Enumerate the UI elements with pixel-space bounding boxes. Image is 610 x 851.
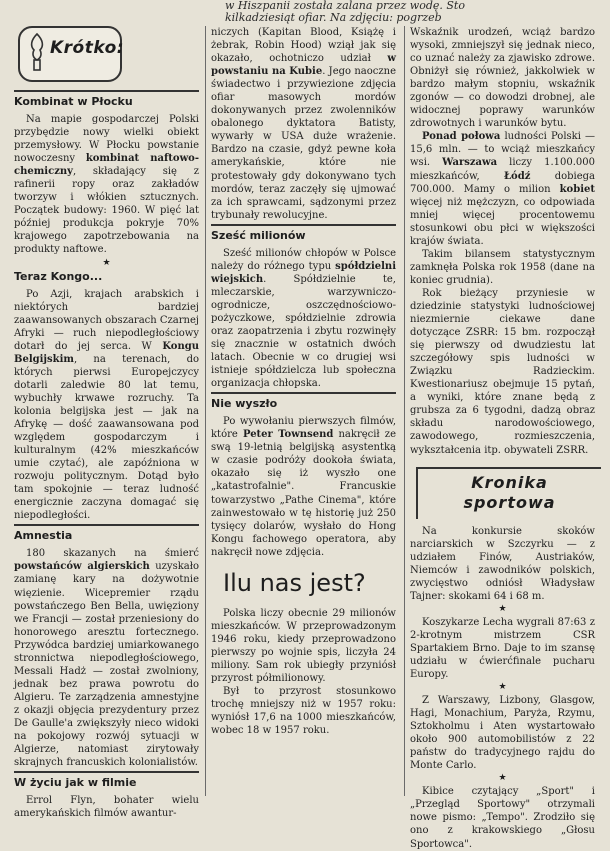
article-kongo: Po Azji, krajach arabskich i niektórych bardziej zaawansowanych obszarach Czarnej Afryki — ruch niepodległościowy dotarł do jej serca. W Kongu Belgijskim, na terenach, do których pierwsi Europejczycy dotarli zaledwie 80 lat temu, wybuchły krwawe rozruchy. Ta kolonia belgijska jest — jak na Afrykę — dość zaawansowana pod względem gospodarczym i kulturalnym (42% mieszkańców umie czytać), ale zapóźniona w rozwoju politycznym. Dotąd było tam spokojnie — teraz ludność energicznie zaczyna domagać się niepodległości. [14, 288, 200, 522]
article-film: Errol Flyn, bohater wielu amerykańskich filmów awantur- [14, 795, 199, 820]
article-film-continued: niczych (Kapitan Blood, Książę i żebrak, Robin Hood) wziął jak się okazało, ochotniczo udział w powstaniu na Kubie. Jego naoczne świadectwo i przywiezione zdjęcia ofiar masowych mordów dokonywanych przez zwolenników obalonego dyktatora Batisty, wywarły w USA duże wrażenie. Bardzo na czasie, gdyż pewne koła amerykańskie, które nie protestowały gdy dokonywano tych mordów, teraz zaczęły się ujmować za ich sprawcami, sądzonymi przez trybunały rewolucyjne. [211, 27, 396, 221]
column-3 [410, 26, 595, 850]
article-kombinat: Na mapie gospodarczej Polski przybędzie nowy wielki obiekt przemysłowy. W Płocku powstanie nowoczesny kombinat naftowo-chemiczny, składający się z rafinerii ropy oraz zakładów tworzyw i włókien sztucznych. Początek budowy: 1960. W pięć lat później produkcja pokryje 70% krajowego zapotrzebowania na produkty naftowe. [14, 114, 200, 256]
article-ilu: Polska liczy obecnie 29 milionów mieszkańców. W przeprowadzonym 1946 roku, kiedy przeprowadzono pierwszy po wojnie spis, liczyła 24 miliony. Sam rok ubiegły przyniósł przyrost półmilionowy. [211, 607, 396, 684]
kronika-sportowa-heading [416, 467, 601, 519]
top-caption-line-1: w Hiszpanii została zalana przez wodę. Sto [225, 0, 465, 12]
headline-film: W życiu jak w filmie [14, 776, 137, 790]
column-1 [14, 26, 200, 820]
sport-item-2: Koszykarze Lecha wygrali 87:63 z 2-krotnym mistrzem CSR Spartakiem Brno. Daje to im szansę udziału w ćwierćfinale pucharu Europy. [410, 616, 595, 681]
separator-star: ★ [498, 682, 507, 693]
krotko-badge [18, 26, 125, 82]
top-caption-line-2: kilkadziesiąt ofiar. Na zdjęciu: pogrzeb [225, 11, 442, 24]
column-2 [211, 26, 396, 796]
kronika-line-1: Kronika [471, 472, 548, 492]
top-caption [225, 0, 610, 24]
divider [14, 771, 199, 773]
headline-kombinat: Kombinat w Płocku [14, 95, 133, 108]
separator-star: ★ [498, 603, 507, 614]
divider [211, 224, 396, 226]
article-ilu-continued-4: Rok bieżący przyniesie w dziedzinie statystyki ludnościowej niezmiernie ciekawe dane dotyczące ZSRR: 15 bm. rozpoczął się pierwszy od dwudziestu lat szczegółowy spis ludności w Związku Radzieckim. Kwestionariusz obejmuje 15 pytań, a wyniki, które znane będą z grubsza za 6 tygodni, dadzą obraz składu narodowościowego, zawodowego, rozmieszczenia, wykształcenia itp. obywateli ZSRR. [410, 287, 595, 456]
column-divider-2 [404, 26, 405, 796]
krotko-label: Krótko: [50, 38, 125, 58]
flame-hand-icon [26, 32, 48, 72]
separator-star: ★ [102, 257, 111, 268]
article-ilu-2: Był to przyrost stosunkowo trochę mniejszy niż w 1957 roku: wyniósł 17,6 na 1000 mieszkańców, wobec 18 w 1957 roku. [211, 686, 396, 737]
headline-kongo: Teraz Kongo... [14, 269, 103, 283]
column-divider-1 [205, 26, 206, 796]
headline-szesc: Sześć milionów [211, 228, 306, 242]
divider [211, 392, 396, 394]
article-ilu-continued-2: Ponad połowa ludności Polski — 15,6 mln. — to wciąż mieszkańcy wsi. Warszawa liczy 1.100.000 mieszkańców, Łódź dobiega 700.000. Mamy o milion kobiet więcej niż mężczyzn, co odpowiada mniej więcej procentowemu stosunkowi obu płci w większości krajów świata. [410, 131, 595, 247]
sport-item-4: Kibice czytający „Sport" i „Przegląd Sportowy" otrzymali nowe pismo: „Tempo". Zrodziło się ono z krakowskiego „Głosu Sportowca". [410, 786, 595, 850]
divider [14, 90, 199, 92]
headline-nie-wyszlo: Nie wyszło [211, 397, 278, 411]
article-ilu-continued: Wskaźnik urodzeń, wciąż bardzo wysoki, zmniejszył się jednak nieco, co uznać należy za zjawisko zdrowe. Obniżył się również, jakkolwiek w bardzo małym stopniu, wskaźnik zgonów — co dowodzi drobnej, ale widocznej poprawy warunków zdrowotnych i warunków bytu. [410, 27, 595, 130]
sport-item-3: Z Warszawy, Lizbony, Glasgow, Hagi, Monachium, Paryża, Rzymu, Sztokholmu i Aten wystartowało około 900 automobilistów z 22 państw do tradycyjnego rajdu do Monte Carlo. [410, 695, 595, 772]
article-nie-wyszlo: Po wywołaniu pierwszych filmów, które Peter Townsend nakręcił ze swą 19-letnią belgijską asystentką w czasie podróży dookoła świata, okazało się iż wyszło one „katastrofalnie". Francuskie towarzystwo „Pathe Cinema", które zainwestowało w tę historię już 250 tysięcy dolarów, wysłało do Hong Kongu fachowego operatora, aby nakręcił nowe zdjęcia. [211, 416, 396, 558]
article-szesc: Sześć milionów chłopów w Polsce należy do różnego typu spółdzielni wiejskich. Spółdzielnie te, mleczarskie, warzywniczo-ogrodnicze, oszczędnościowo-pożyczkowe, spółdzielnie zdrowia oraz zaopatrzenia i zbytu rozwinęły się znacznie w ostatnich dwóch latach. Obecnie w co drugiej wsi istnieje spółdzielcza lub społeczna organizacja chłopska. [211, 247, 396, 390]
headline-ilu: Ilu nas jest? [223, 568, 366, 597]
kronika-line-2: sportowa [463, 492, 556, 512]
headline-amnestia: Amnestia [14, 529, 73, 543]
article-ilu-continued-3: Takim bilansem statystycznym zamknęła Polska rok 1958 (dane na koniec grudnia). [410, 248, 595, 286]
sport-item-1: Na konkursie skoków narciarskich w Szczyrku — z udziałem Finów, Austriaków, Niemców i zawodników polskich, zwycięstwo odniósł Władysław Tajner: skokami 64 i 68 m. [410, 525, 595, 602]
article-amnestia: 180 skazanych na śmierć powstańców algierskich uzyskało zamianę kary na dożywotnie więzienie. Wicepremier rządu powstańczego Ben Bella, uwięziony we Francji — został przeniesiony do honorowego aresztu fortecznego. Przywódca bardziej umiarkowanego stronnictwa niepodległościowego, Messali Hadż — został zwolniony, jednak bez prawa powrotu do Algieru. Te zarządzenia amnestyjne z okazji objęcia prezydentury przez De Gaulle'a zwiększyły nieco widoki na pokojowy rozwój sytuacji w Algierze, natomiast zirytowały skrajnych francuskich kolonialistów. [14, 548, 199, 769]
separator-star: ★ [498, 773, 507, 784]
divider [14, 524, 199, 526]
